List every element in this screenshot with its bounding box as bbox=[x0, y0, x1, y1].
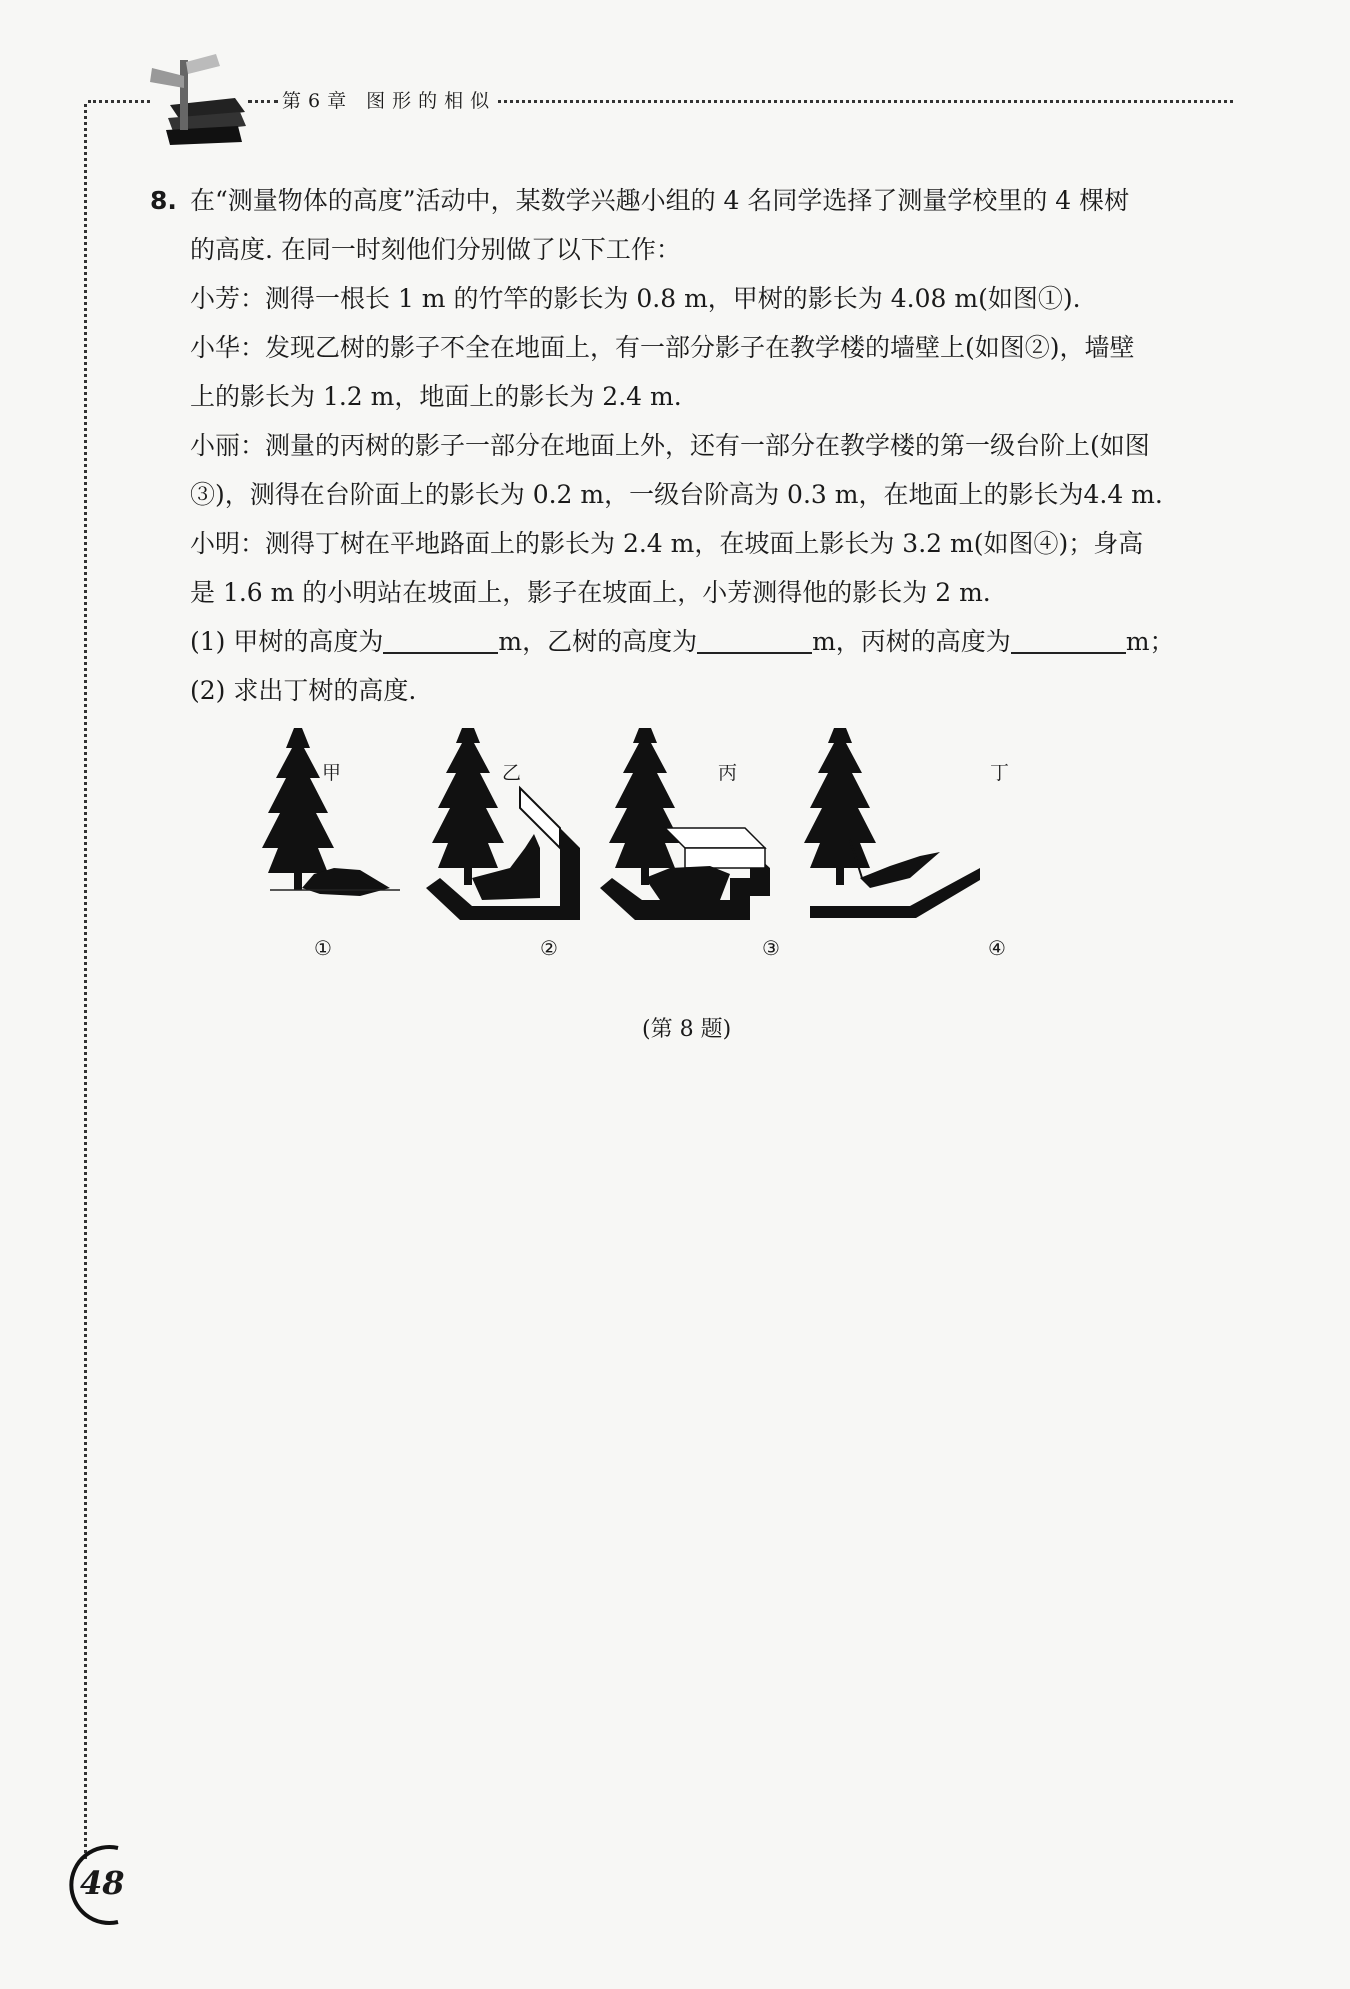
q1-unit-1: m，乙树的高度为 bbox=[498, 627, 698, 656]
figure-2-tree-wall bbox=[426, 728, 580, 920]
problem-line-1 bbox=[150, 176, 1235, 225]
figure-2-label: 乙 bbox=[502, 762, 522, 784]
header-dotted-leader bbox=[248, 100, 278, 103]
question-number: 8. bbox=[150, 186, 177, 215]
figure-1-tree bbox=[262, 728, 400, 896]
figure-3-shadow bbox=[645, 866, 730, 900]
q1-unit-3: m； bbox=[1125, 627, 1175, 656]
figure-3-tree-steps bbox=[600, 728, 770, 920]
problem-line-8: 小明：测得丁树在平地路面上的影长为 2.4 m，在坡面上影长为 3.2 m(如图④)；身高 bbox=[190, 529, 1144, 558]
figure-4-number: ④ bbox=[988, 936, 1006, 960]
problem-line-9: 是 1.6 m 的小明站在坡面上，影子在坡面上，小芳测得他的影长为 2 m. bbox=[190, 578, 991, 607]
problem-line-6: 小丽：测量的丙树的影子一部分在地面上外，还有一部分在教学楼的第一级台阶上(如图 bbox=[190, 431, 1150, 460]
answer-blank-2[interactable] bbox=[697, 624, 812, 654]
figure-1-label: 甲 bbox=[322, 762, 342, 784]
signpost-books-icon bbox=[140, 50, 250, 145]
margin-dotted-rule bbox=[84, 104, 87, 1859]
problem-line-2: 的高度. 在同一时刻他们分别做了以下工作： bbox=[190, 235, 681, 264]
problem-line-5: 上的影长为 1.2 m，地面上的影长为 2.4 m. bbox=[190, 382, 682, 411]
figure-3-number: ③ bbox=[762, 936, 780, 960]
q1-prefix: (1) 甲树的高度为 bbox=[190, 627, 384, 656]
figure-caption: (第 8 题) bbox=[642, 1017, 732, 1042]
header-dotted-rule-right bbox=[498, 100, 1233, 103]
problem-line-4: 小华：发现乙树的影子不全在地面上，有一部分影子在教学楼的墙壁上(如图②)，墙壁 bbox=[190, 333, 1135, 362]
problem-text: 在“测量物体的高度”活动中，某数学兴趣小组的 4 名同学选择了测量学校里的 4 棵树 bbox=[190, 186, 1130, 215]
problem-8 bbox=[150, 176, 1235, 715]
q1-unit-2: m，丙树的高度为 bbox=[812, 627, 1011, 656]
page-number: 48 bbox=[80, 1864, 125, 1902]
problem-line-3: 小芳：测得一根长 1 m 的竹竿的影长为 0.8 m，甲树的影长为 4.08 m(如图①). bbox=[190, 284, 1081, 313]
answer-blank-3[interactable] bbox=[1011, 624, 1126, 654]
figure-4-tree-slope bbox=[804, 728, 980, 918]
problem-line-7: ③)，测得在台阶面上的影长为 0.2 m，一级台阶高为 0.3 m，在地面上的影长为4.4 m. bbox=[190, 480, 1163, 509]
figure-4-shadow bbox=[860, 852, 940, 888]
answer-blank-1[interactable] bbox=[383, 624, 498, 654]
figures-row bbox=[250, 728, 1130, 968]
question-2: (2) 求出丁树的高度. bbox=[190, 676, 417, 705]
figure-2-number: ② bbox=[540, 936, 558, 960]
header-dotted-rule-left bbox=[88, 100, 150, 103]
figure-4-label: 丁 bbox=[990, 762, 1010, 784]
figure-1-number: ① bbox=[314, 936, 332, 960]
chapter-title: 第6章 图形的相似 bbox=[282, 90, 497, 112]
figure-3-label: 丙 bbox=[718, 762, 738, 784]
question-1 bbox=[150, 617, 1235, 666]
